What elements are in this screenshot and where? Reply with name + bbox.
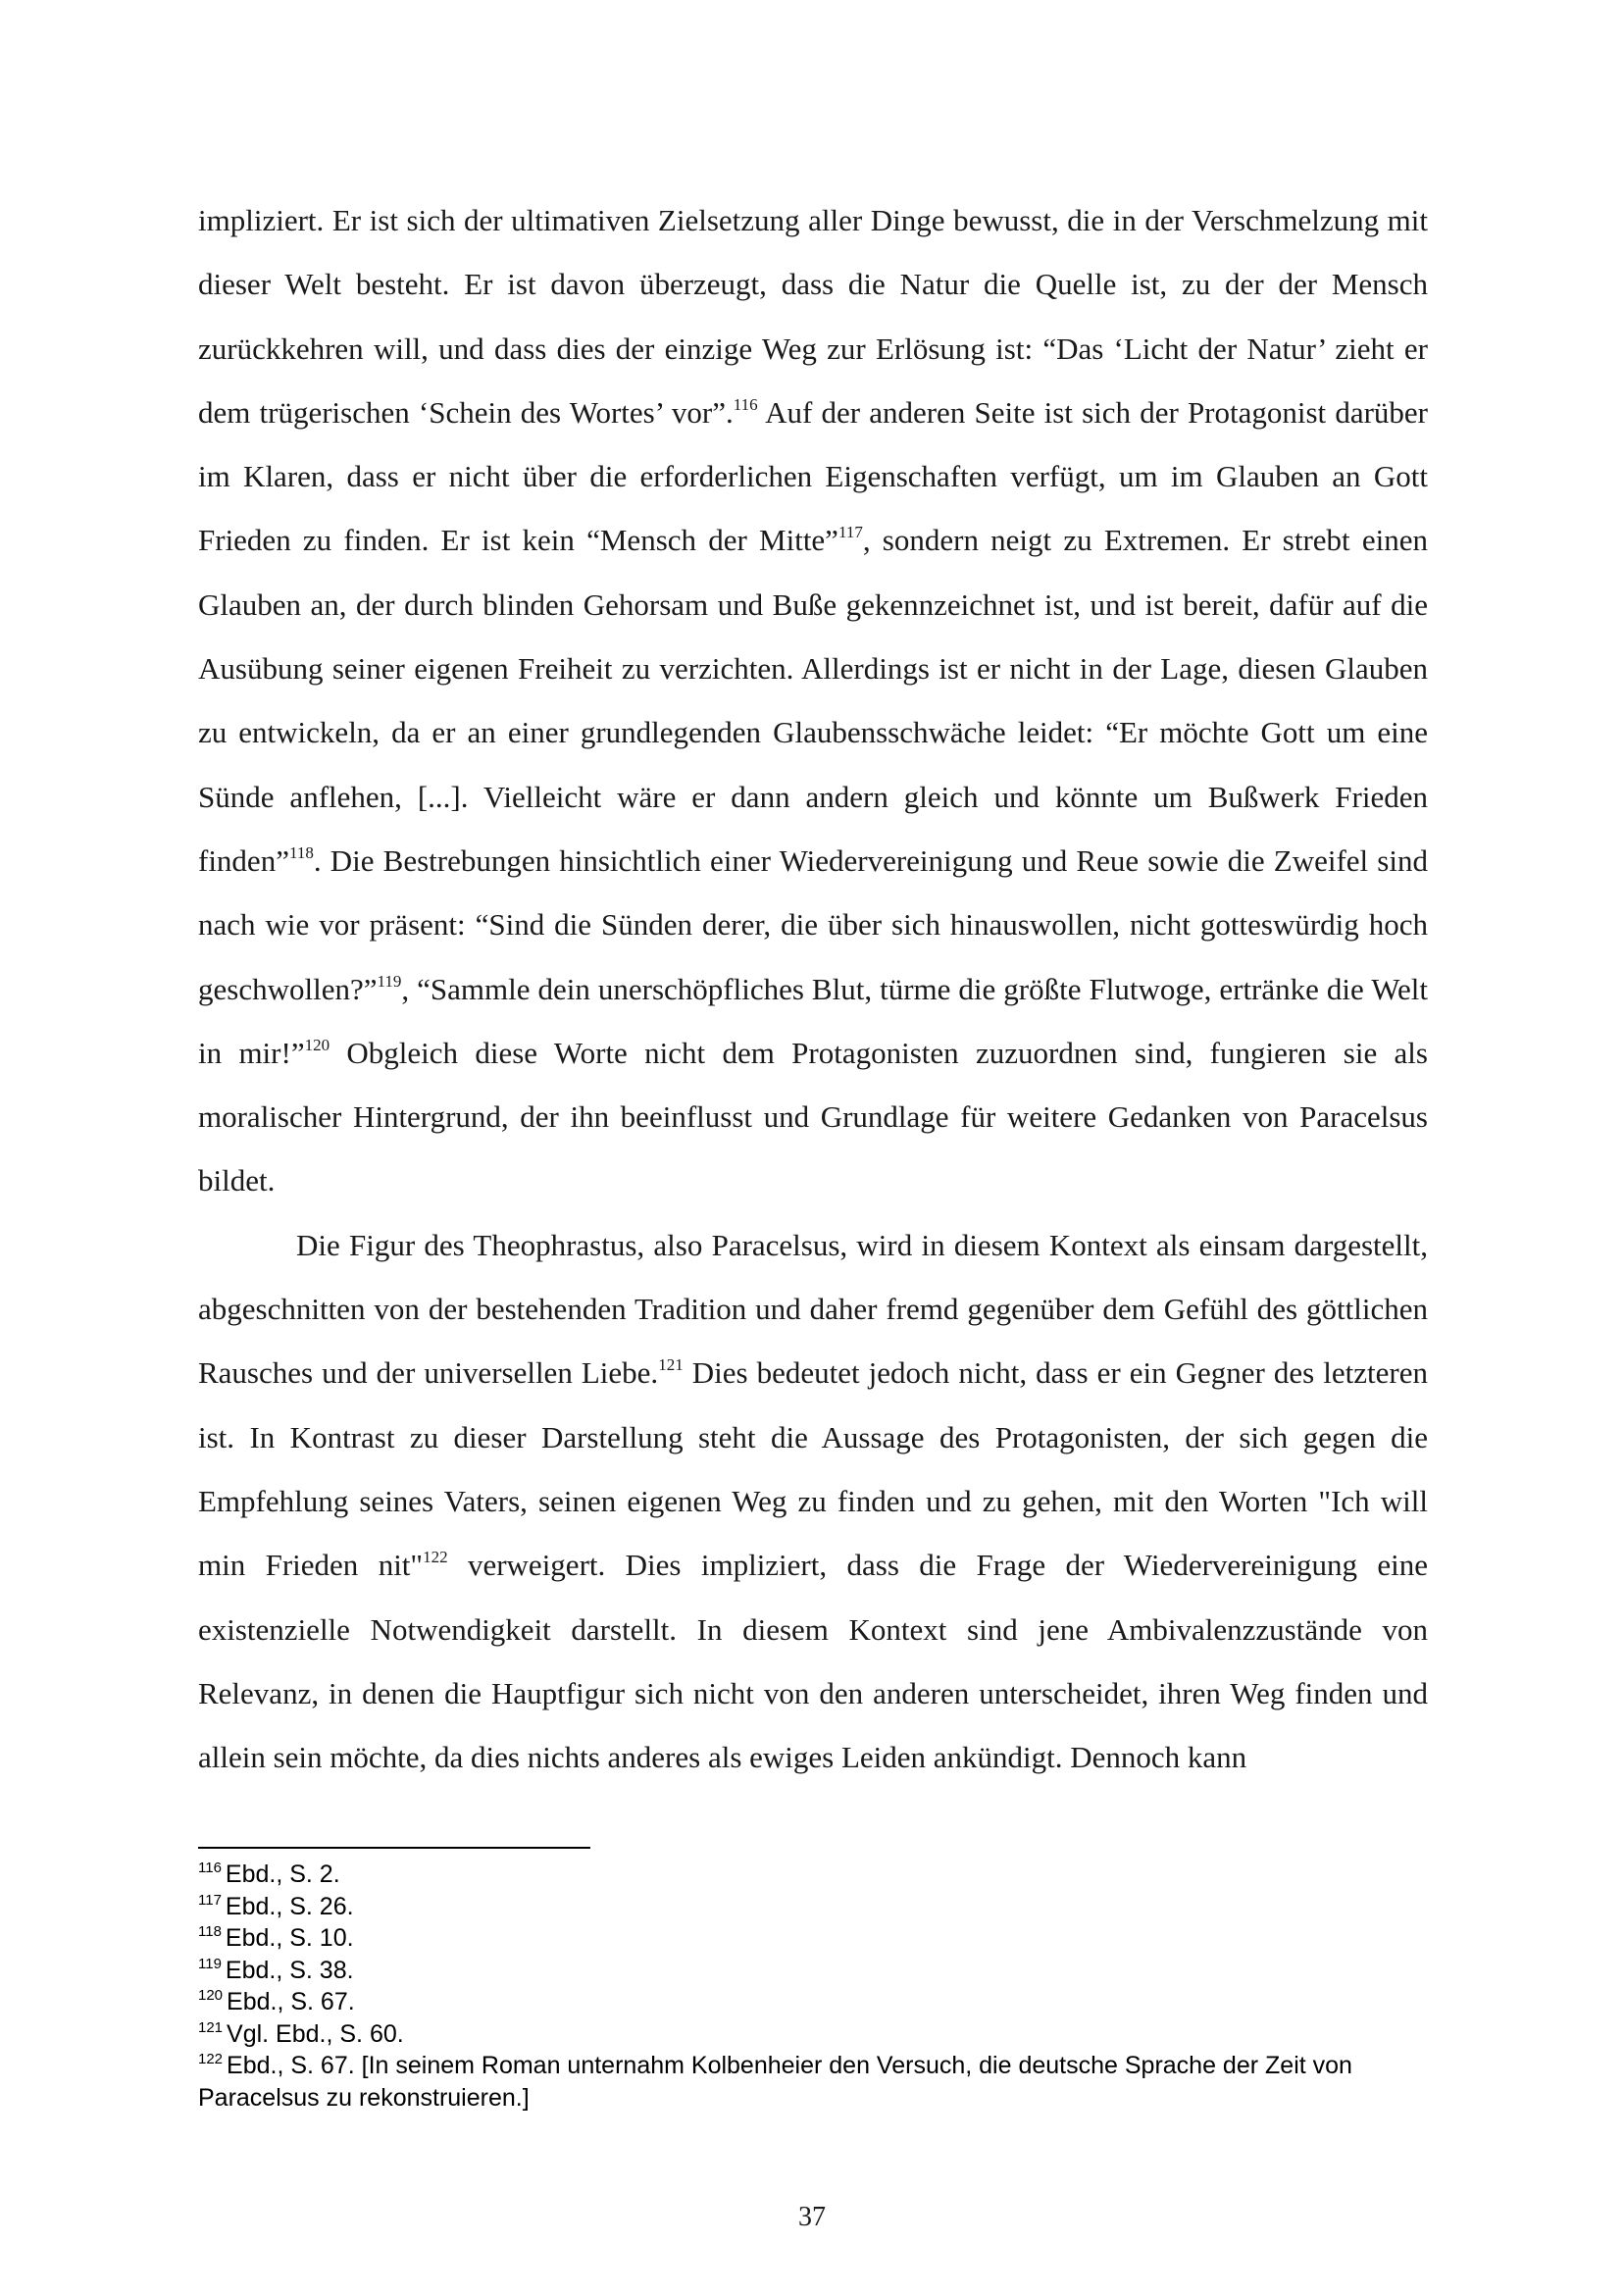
- footnote-number: 118: [198, 1923, 222, 1940]
- body-text: [198, 188, 1428, 1789]
- footnote-122: [198, 2050, 1395, 2114]
- text-segment: , “Sammle dein unerschöpfliches Blut, türme die größte Flutwoge, ertränke die Welt in mir!”: [198, 971, 1428, 1070]
- footnote-116: [198, 1859, 1395, 1891]
- footnote-number: 119: [198, 1955, 222, 1972]
- footnote-120: [198, 1986, 1395, 2018]
- footnote-number: 120: [198, 1987, 224, 2004]
- footnote-text: Ebd., S. 67. [In seinem Roman unternahm Kolbenheier den Versuch, die deutsche Sprache der Zeit von Paracelsus zu rekonstruieren.]: [198, 2052, 1352, 2112]
- text-segment: Dies bedeutet jedoch nicht, dass er ein Gegner des letzteren ist. In Kontrast zu dieser Darstellung steht die Aussage des Protagonisten, der sich gegen die Empfehlung seines Vaters, seinen eigenen Weg zu finden und zu gehen, mit den Worten "Ich will min Frieden nit": [198, 1355, 1428, 1583]
- text-segment: Auf der anderen Seite ist sich der Protagonist darüber im Klaren, dass er nicht über die erforderlichen Eigenschaften verfügt, um im Glauben an Gott Frieden zu finden. Er ist kein “Mensch der Mitte”: [198, 394, 1428, 558]
- text-segment: , sondern neigt zu Extremen. Er strebt einen Glauben an, der durch blinden Gehorsam und Buße gekennzeichnet ist, und ist bereit, dafür auf die Ausübung seiner eigenen Freiheit zu verzichten. Allerdings ist er nicht in der Lage, diesen Glauben zu entwickeln, da er an einer grundlegenden Glaubensschwäche leidet: “Er möchte Gott um eine Sünde anflehen, [...]. Vielleicht wäre er dann andern gleich und könnte um Bußwerk Frieden finden”: [198, 523, 1428, 878]
- footnote-text: Ebd., S. 2.: [225, 1861, 340, 1888]
- text-segment: Obgleich diese Worte nicht dem Protagonisten zuzuordnen sind, fungieren sie als moralischer Hintergrund, der ihn beeinflusst und Grundlage für weitere Gedanken von Paracelsus bildet.: [198, 1035, 1428, 1198]
- footnote-text: Ebd., S. 38.: [225, 1956, 354, 1984]
- footnote-ref-122[interactable]: 122: [423, 1548, 448, 1567]
- paragraph-2: [198, 1213, 1428, 1790]
- footnote-separator: [198, 1847, 590, 1849]
- footnote-119: [198, 1955, 1395, 1987]
- footnote-ref-120[interactable]: 120: [304, 1035, 330, 1054]
- footnote-number: 117: [198, 1891, 222, 1909]
- footnote-text: Ebd., S. 10.: [225, 1924, 354, 1952]
- page-number: 37: [798, 2202, 826, 2232]
- text-segment: Die Figur des Theophrastus, also Paracelsus, wird in diesem Kontext als einsam dargestellt, abgeschnitten von der bestehenden Tradition und daher fremd gegenüber dem Gefühl des göttlichen Rausches und der universellen Liebe.: [198, 1227, 1428, 1391]
- footnote-text: Vgl. Ebd., S. 60.: [227, 2019, 404, 2048]
- footnote-ref-116[interactable]: 116: [733, 394, 758, 414]
- footnote-ref-121[interactable]: 121: [658, 1355, 684, 1375]
- footnote-ref-117[interactable]: 117: [837, 523, 863, 542]
- footnote-ref-119[interactable]: 119: [377, 971, 402, 991]
- footnotes: [198, 1859, 1395, 2114]
- footnote-number: 121: [198, 2018, 224, 2036]
- text-segment: verweigert. Dies impliziert, dass die Frage der Wiedervereinigung eine existenzielle Notwendigkeit darstellt. In diesem Kontext sind jene Ambivalenzzustände von Relevanz, in denen die Hauptfigur sich nicht von den anderen unterscheidet, ihren Weg finden und allein sein möchte, da dies nichts anderes als ewiges Leiden ankündigt. Dennoch kann: [198, 1548, 1428, 1775]
- text-segment: . Die Bestrebungen hinsichtlich einer Wiedervereinigung und Reue sowie die Zweifel sind nach wie vor präsent: “Sind die Sünden derer, die über sich hinauswollen, nicht gotteswürdig hoch geschwollen?”: [198, 842, 1428, 1006]
- paragraph-1: [198, 188, 1428, 1213]
- footnote-number: 116: [198, 1860, 222, 1876]
- footnote-number: 122: [198, 2051, 224, 2067]
- footnote-118: [198, 1922, 1395, 1955]
- footnote-ref-118[interactable]: 118: [288, 842, 314, 862]
- footnote-text: Ebd., S. 26.: [225, 1892, 354, 1920]
- footnote-text: Ebd., S. 67.: [227, 1988, 355, 2015]
- footnote-121: [198, 2018, 1395, 2051]
- footnote-117: [198, 1891, 1395, 1923]
- text-segment: impliziert. Er ist sich der ultimativen Zielsetzung aller Dinge bewusst, die in der Verschmelzung mit dieser Welt besteht. Er ist davon überzeugt, dass die Natur die Quelle ist, zu der der Mensch zurückkehren will, und dass dies der einzige Weg zur Erlösung ist: “Das ‘Licht der Natur’ zieht er dem trügerischen ‘Schein des Wortes’ vor”.: [198, 203, 1428, 430]
